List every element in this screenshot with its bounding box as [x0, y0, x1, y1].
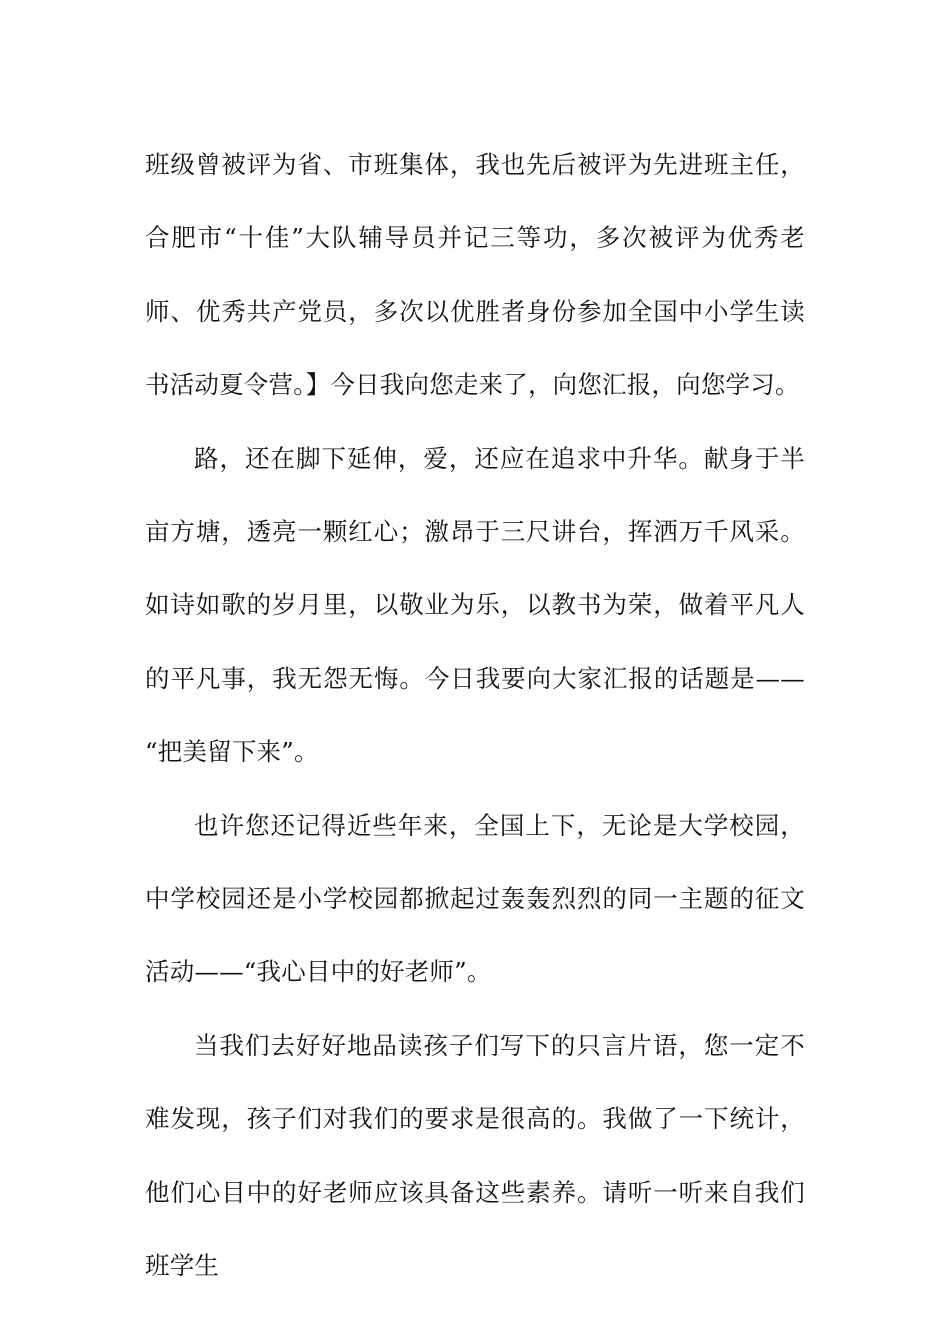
paragraph-1: 班级曾被评为省、市班集体，我也先后被评为先进班主任，合肥市“十佳”大队辅导员并记三等功，多次被评为优秀老师、优秀共产党员，多次以优胜者身份参加全国中小学生读书活动夏令营。】今日我向您走来了，向您汇报，向您学习。 [145, 150, 805, 400]
paragraph-3: 也许您还记得近些年来，全国上下，无论是大学校园，中学校园还是小学校园都掀起过轰轰烈烈的同一主题的征文活动——“我心目中的好老师”。 [145, 810, 805, 987]
paragraph-4: 当我们去好好地品读孩子们写下的只言片语，您一定不难发现，孩子们对我们的要求是很高的。我做了一下统计，他们心目中的好老师应该具备这些素养。请听一听来自我们班学生 [145, 1030, 805, 1281]
document-body [145, 128, 805, 1303]
paragraph-2: 路，还在脚下延伸，爱，还应在追求中升华。献身于半亩方塘，透亮一颗红心；激昂于三尺讲台，挥洒万千风采。如诗如歌的岁月里，以敬业为乐，以教书为荣，做着平凡人的平凡事，我无怨无悔。今日我要向大家汇报的话题是—— “把美留下来”。 [145, 443, 805, 767]
